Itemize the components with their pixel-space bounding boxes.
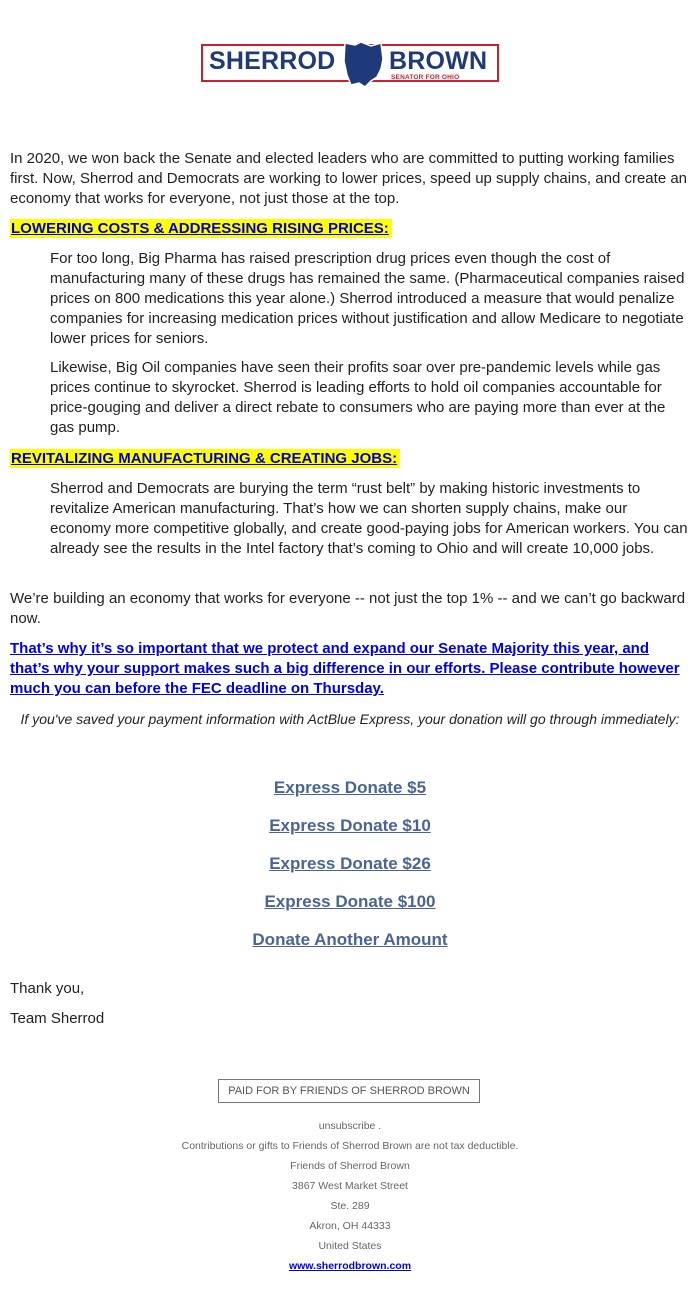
sherrod-brown-logo [201,39,499,89]
tax-disclaimer: Contributions or gifts to Friends of Sherrod Brown are not tax deductible. [181,1140,519,1152]
ohio-state-icon [341,39,385,89]
express-donate-10-link[interactable]: Express Donate $10 [269,816,431,835]
manufacturing-paragraph: Sherrod and Democrats are burying the term “rust belt” by making historic investments to revitalize American manufacturing. That’s how we can shorten supply chains, make our economy more competitive globally, and create good-paying jobs for American workers. You can already see the results in the Intel factory that’s coming to Ohio and will create 10,000 jobs. [50,480,688,557]
section-heading-lowering-costs: LOWERING COSTS & ADDRESSING RISING PRICES: [10,219,392,238]
paid-for-disclaimer: PAID FOR BY FRIENDS OF SHERROD BROWN [218,1079,480,1103]
footer-city: Akron, OH 44333 [309,1220,391,1232]
website-line [0,1259,700,1273]
logo-left-word: SHERROD [209,47,336,75]
footer-country: United States [318,1240,382,1252]
express-donate-26-link[interactable]: Express Donate $26 [269,854,431,873]
oil-paragraph: Likewise, Big Oil companies have seen their profits soar over pre-pandemic levels while gas prices continue to skyrocket. Sherrod is leading efforts to hold oil companies accountable for price-gouging and deliver a direct rebate to consumers who are paying more than ever at the gas pump. [50,359,666,436]
express-note: If you've saved your payment information with ActBlue Express, your donation will go through immediately: [20,711,680,727]
express-donate-5-link[interactable]: Express Donate $5 [273,778,427,797]
team-signature: Team Sherrod [10,1010,105,1027]
section-heading-manufacturing: REVITALIZING MANUFACTURING & CREATING JOBS: [10,449,400,468]
donate-another-amount-link[interactable]: Donate Another Amount [252,930,448,949]
intro-paragraph: In 2020, we won back the Senate and elected leaders who are committed to putting working families first. Now, Sherrod and Democrats are working to lower prices, speed up supply chains, and create an economy that works for everyone, not just those at the top. [10,150,688,207]
footer-suite: Ste. 289 [330,1200,370,1212]
thank-you-text: Thank you, [10,980,85,997]
footer-street: 3867 West Market Street [292,1180,408,1192]
footer-org-name: Friends of Sherrod Brown [290,1160,410,1172]
website-link[interactable]: www.sherrodbrown.com [288,1260,412,1272]
closing-paragraph: We’re building an economy that works for everyone -- not just the top 1% -- and we can’t go backward now. [10,590,686,627]
pharma-paragraph: For too long, Big Pharma has raised prescription drug prices even though the cost of manufacturing many of these drugs has remained the same. (Pharmaceutical companies raised prices on 800 medications this year alone.) Sherrod introduced a measure that would penalize companies for increasing medication prices without justification and allow Medicare to negotiate lower prices for seniors. [50,250,685,347]
logo-subtitle: SENATOR FOR OHIO [391,74,460,81]
express-donate-100-link[interactable]: Express Donate $100 [264,892,436,911]
unsubscribe-link[interactable]: unsubscribe . [318,1120,382,1132]
contribute-link[interactable]: That’s why it’s so important that we protect and expand our Senate Majority this year, and that’s why your support makes such a big difference in our efforts. Please contribute however much you can before the FEC deadline on Thursday. [10,640,680,697]
logo-right-word: BROWN [389,47,488,75]
